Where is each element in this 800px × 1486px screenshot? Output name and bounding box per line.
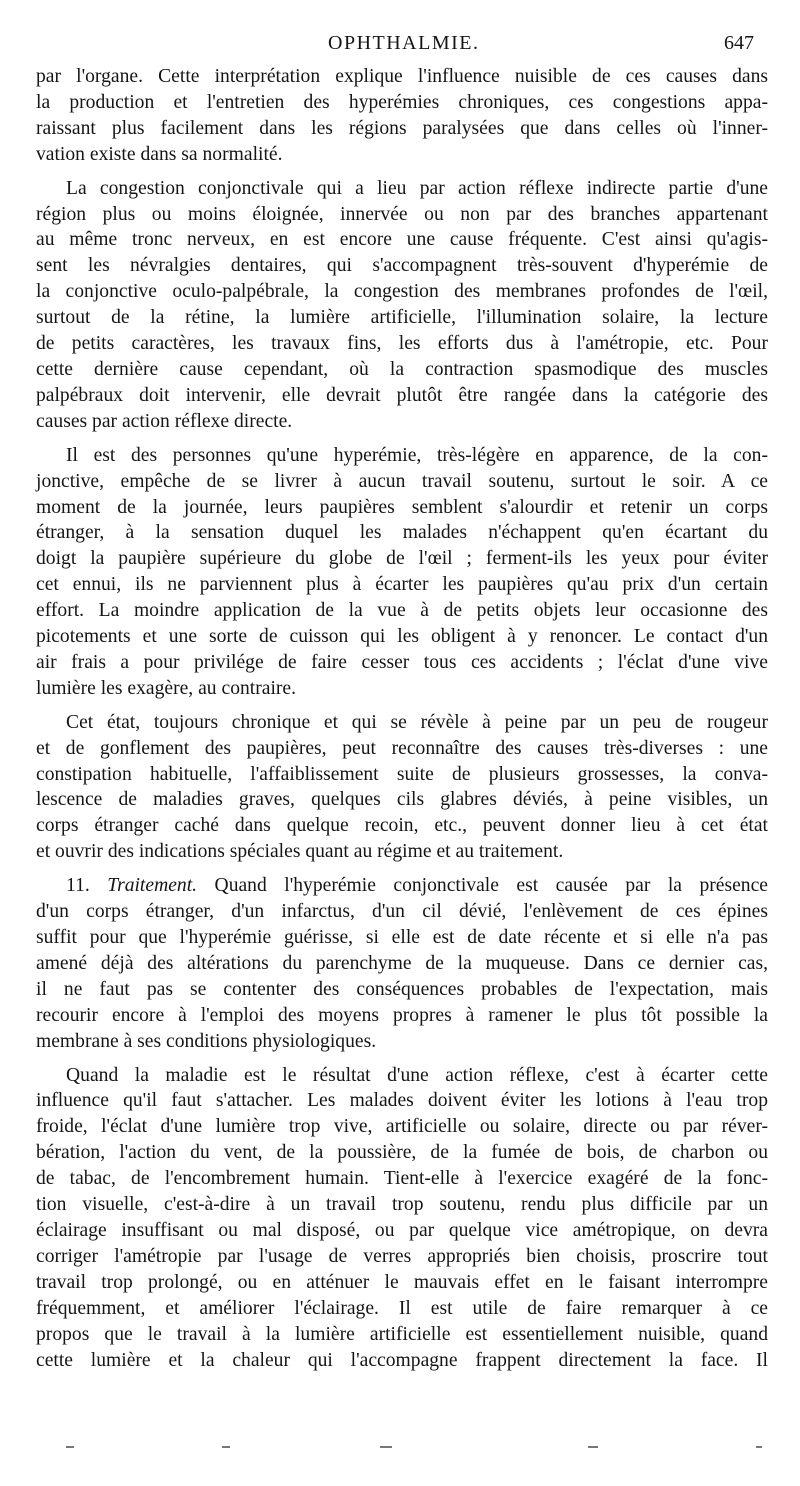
section-title: Traitement.	[107, 875, 198, 897]
text-line: corps étranger caché dans quelque recoin, etc., peuvent donner lieu à cet état	[36, 815, 768, 837]
text-fragment: Quand l'hyperémie conjonctivale est causée par la présence	[197, 875, 768, 897]
text-line	[36, 873, 768, 899]
paragraph-6	[36, 1063, 768, 1374]
text-line: doigt la paupière supérieure du globe de l'œil ; ferment-ils les yeux pour éviter	[36, 548, 768, 570]
text-line: fréquemment, et améliorer l'éclairage. Il est utile de faire remarquer à ce	[36, 1297, 768, 1319]
print-mark	[380, 1446, 392, 1448]
text-line: bération, l'action du vent, de la poussière, de la fumée de bois, de charbon ou	[36, 1142, 768, 1164]
text-line: tion visuelle, c'est-à-dire à un travail trop soutenu, rendu plus difficile par un	[36, 1194, 768, 1216]
paragraph-1	[36, 64, 768, 168]
paragraph-3	[36, 443, 768, 702]
text-line: d'un corps étranger, d'un infarctus, d'un cil dévié, l'enlèvement de ces épines	[36, 901, 768, 923]
text-line: de petits caractères, les travaux fins, les efforts dus à l'amétropie, etc. Pour	[36, 333, 768, 355]
running-head	[0, 32, 800, 62]
text-line: Cet état, toujours chronique et qui se révèle à peine par un peu de rougeur	[66, 711, 768, 733]
text-line: moment de la journée, leurs paupières semblent s'alourdir et retenir un corps	[36, 496, 768, 518]
text-line: raissant plus facilement dans les régions paralysées que dans celles où l'inner-	[36, 117, 768, 139]
text-line: par l'organe. Cette interprétation explique l'influence nuisible de ces causes dans	[36, 66, 768, 87]
page-number: 647	[724, 32, 754, 54]
text-line: lumière les exagère, au contraire.	[36, 677, 297, 699]
text-line: causes par action réflexe directe.	[36, 410, 293, 432]
text-line: suffit pour que l'hyperémie guérisse, si elle est de date récente et si elle n'a pas	[36, 927, 768, 948]
footer-print-marks	[0, 1446, 800, 1450]
text-line: la production et l'entretien des hyperémies chroniques, ces congestions appa-	[36, 91, 768, 113]
print-mark	[756, 1446, 762, 1448]
text-line: propos que le travail à la lumière artificielle est essentiellement nuisible, quand	[36, 1323, 768, 1345]
text-line: il ne faut pas se contenter des conséquences probables de l'expectation, mais	[36, 978, 768, 1000]
text-line: cette lumière et la chaleur qui l'accompagne frappent directement la face. Il	[36, 1349, 768, 1371]
text-line: influence qu'il faut s'attacher. Les malades doivent éviter les lotions à l'eau trop	[36, 1090, 768, 1112]
text-line: air frais a pour privilége de faire cesser tous ces accidents ; l'éclat d'une vive	[36, 651, 768, 673]
text-line: la conjonctive oculo-palpébrale, la congestion des membranes profondes de l'œil,	[36, 281, 768, 303]
text-line: recourir encore à l'emploi des moyens propres à ramener le plus tôt possible la	[36, 1004, 768, 1026]
paragraph-2	[36, 176, 768, 435]
text-line: surtout de la rétine, la lumière artificielle, l'illumination solaire, la lecture	[36, 307, 768, 329]
text-line: effort. La moindre application de la vue à de petits objets leur occasionne des	[36, 600, 768, 622]
body-text	[36, 64, 768, 1381]
text-line: froide, l'éclat d'une lumière trop vive, artificielle ou solaire, directe ou par réver-	[36, 1116, 768, 1138]
text-line: vation existe dans sa normalité.	[36, 143, 283, 165]
running-title: OPHTHALMIE.	[328, 32, 480, 54]
text-line: de tabac, de l'encombrement humain. Tient-elle à l'exercice exagéré de la fonc-	[36, 1168, 768, 1190]
paragraph-5-treatment	[36, 873, 768, 1054]
text-line: cette dernière cause cependant, où la contraction spasmodique des muscles	[36, 358, 768, 380]
text-line: sent les névralgies dentaires, qui s'accompagnent très-souvent d'hyperémie de	[36, 255, 768, 277]
text-line: travail trop prolongé, ou en atténuer le mauvais effet en le faisant interrompre	[36, 1271, 768, 1293]
text-line: et de gonflement des paupières, peut reconnaître des causes très-diverses : une	[36, 737, 768, 759]
section-number: 11.	[66, 875, 90, 897]
text-line: région plus ou moins éloignée, innervée ou non par des branches appartenant	[36, 203, 768, 225]
text-line: amené déjà des altérations du parenchyme de la muqueuse. Dans ce dernier cas,	[36, 952, 768, 974]
paragraph-4	[36, 710, 768, 865]
text-line: picotements et une sorte de cuisson qui les obligent à y renoncer. Le contact d'un	[36, 626, 768, 648]
text-line: corriger l'amétropie par l'usage de verres appropriés bien choisis, proscrire tout	[36, 1245, 768, 1267]
text-line: La congestion conjonctivale qui a lieu par action réflexe indirecte partie d'une	[66, 177, 768, 199]
text-line: et ouvrir des indications spéciales quant au régime et au traitement.	[36, 841, 564, 863]
text-line: éclairage insuffisant ou mal disposé, ou par quelque vice amétropique, on devra	[36, 1219, 768, 1241]
text-line: membrane à ses conditions physiologiques.	[36, 1030, 377, 1052]
text-line: au même tronc nerveux, en est encore une cause fréquente. C'est ainsi qu'agis-	[36, 229, 768, 251]
text-line: lescence de maladies graves, quelques cils glabres déviés, à peine visibles, un	[36, 789, 768, 811]
text-line: Quand la maladie est le résultat d'une action réflexe, c'est à écarter cette	[66, 1064, 768, 1086]
text-line: palpébraux doit intervenir, elle devrait plutôt être rangée dans la catégorie des	[36, 384, 768, 406]
text-line: cet ennui, ils ne parviennent plus à écarter les paupières qu'au prix d'un certain	[36, 574, 768, 596]
text-line: étranger, à la sensation duquel les malades n'échappent qu'en écartant du	[36, 522, 768, 544]
print-mark	[588, 1446, 598, 1448]
print-mark	[222, 1446, 230, 1448]
text-line: Il est des personnes qu'une hyperémie, très-légère en apparence, de la con-	[66, 444, 768, 466]
print-mark	[66, 1446, 74, 1448]
text-line: constipation habituelle, l'affaiblissement suite de plusieurs grossesses, la conva-	[36, 763, 768, 785]
text-line: jonctive, empêche de se livrer à aucun travail soutenu, surtout le soir. A ce	[36, 470, 768, 492]
